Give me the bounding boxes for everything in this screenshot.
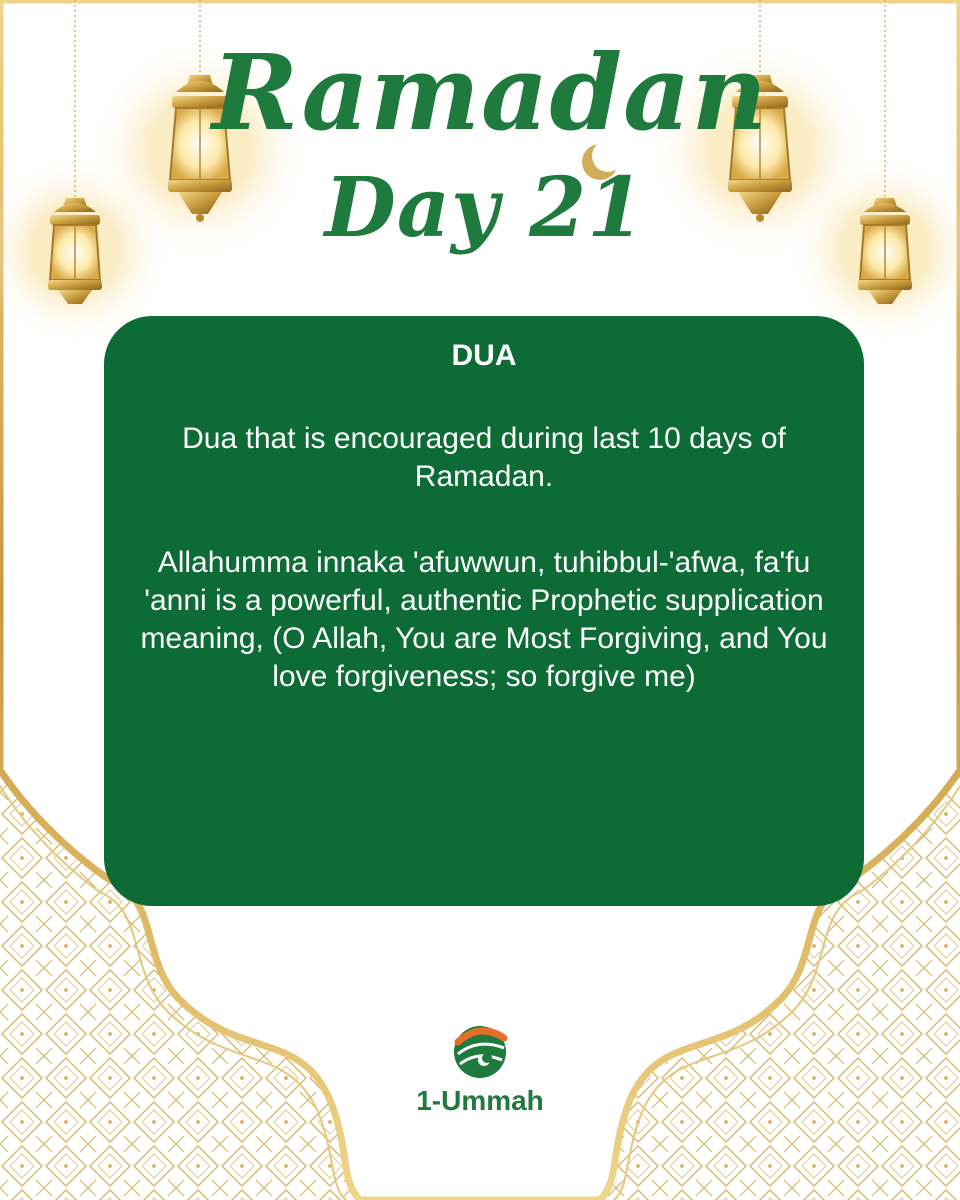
card-intro-text: Dua that is encouraged during last 10 days of Ramadan. xyxy=(182,422,786,493)
card-body-text: Allahumma innaka 'afuwwun, tuhibbul-'afwa, fa'fu 'anni is a powerful, authentic Prophetic supplication meaning, (O Allah, You are Most Forgiving, and You love forgiveness; so forgive me) xyxy=(140,546,828,693)
logo-mark-icon xyxy=(448,1016,512,1080)
title-ramadan: Ramadan xyxy=(211,31,769,154)
dua-card xyxy=(104,316,864,906)
title-day: Day 21 xyxy=(324,160,646,256)
logo-text: 1-Ummah xyxy=(416,1085,544,1116)
card-heading: DUA xyxy=(451,339,517,372)
brand-logo xyxy=(400,1016,560,1116)
